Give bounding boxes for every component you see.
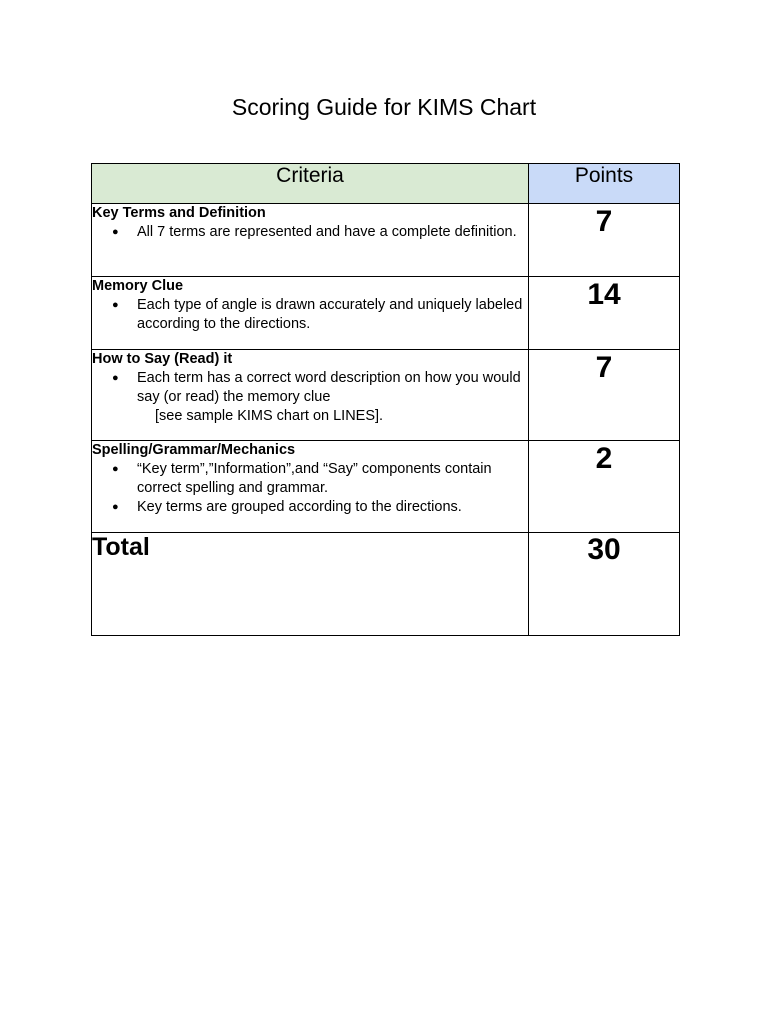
criteria-bullets (92, 223, 528, 242)
criteria-bullet: ● Key terms are grouped according to the directions. (112, 498, 528, 517)
criteria-bullets (92, 460, 528, 517)
points-value: 7 (529, 350, 680, 441)
page-title: Scoring Guide for KIMS Chart (231, 94, 537, 120)
total-points: 30 (529, 533, 680, 636)
criteria-note: [see sample KIMS chart on LINES]. (155, 408, 384, 424)
criteria-bullet: ● “Key term”,”Information”,and “Say” components contain correct spelling and grammar. (112, 460, 528, 498)
scoring-table (91, 163, 680, 636)
total-row (92, 533, 680, 636)
criteria-cell (92, 204, 529, 277)
points-value: 2 (529, 441, 680, 533)
criteria-bullet (112, 369, 528, 426)
criteria-bullet-text: Each term has a correct word description on how you would say (or read) the memory clue (137, 370, 521, 405)
criteria-cell (92, 350, 529, 441)
table-row (92, 350, 680, 441)
criteria-name: Spelling/Grammar/Mechanics (92, 442, 296, 458)
criteria-header: Criteria (92, 164, 529, 204)
criteria-bullet: ● Each type of angle is drawn accurately and uniquely labeled according to the directions. (112, 296, 528, 334)
criteria-name: How to Say (Read) it (92, 351, 233, 367)
total-label: Total (92, 533, 529, 636)
table-row (92, 204, 680, 277)
criteria-name: Memory Clue (92, 278, 184, 294)
criteria-cell (92, 277, 529, 350)
criteria-bullets (92, 369, 528, 426)
criteria-bullets (92, 296, 528, 334)
criteria-bullet: ● All 7 terms are represented and have a complete definition. (112, 223, 528, 242)
table-row (92, 441, 680, 533)
points-header: Points (529, 164, 680, 204)
table-row (92, 277, 680, 350)
points-value: 7 (529, 204, 680, 277)
points-value: 14 (529, 277, 680, 350)
criteria-cell (92, 441, 529, 533)
criteria-name: Key Terms and Definition (92, 205, 266, 221)
table-header-row (92, 164, 680, 204)
